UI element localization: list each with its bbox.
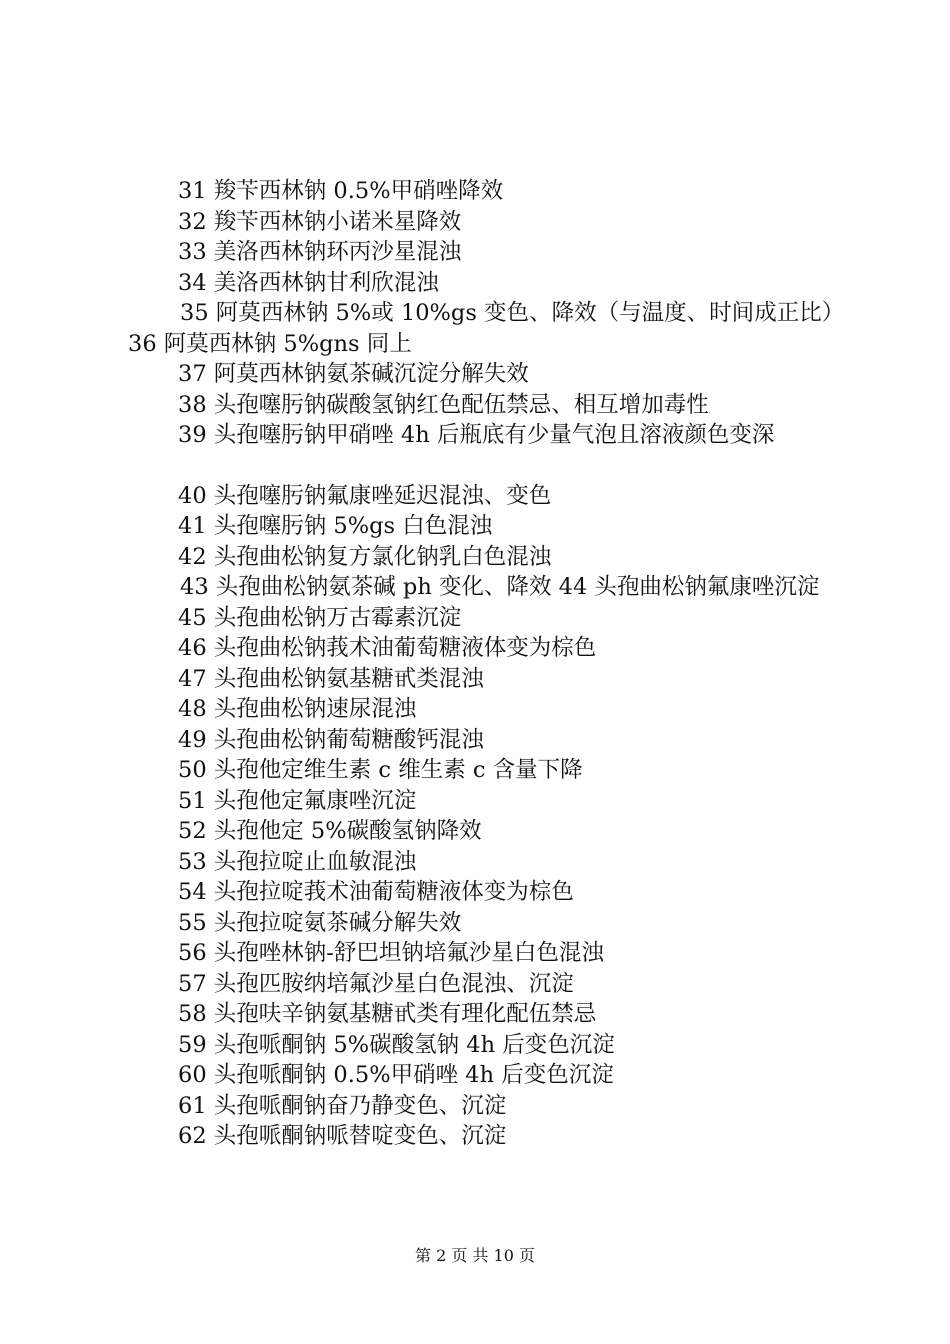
list-item: 45 头孢曲松钠万古霉素沉淀 — [178, 604, 462, 631]
list-item: 37 阿莫西林钠氨茶碱沉淀分解失效 — [178, 361, 529, 387]
list-item: 40 头孢噻肟钠氟康唑延迟混浊、变色 — [178, 482, 552, 509]
spacer — [128, 451, 833, 481]
list-item: 51 头孢他定氟康唑沉淀 — [178, 787, 417, 814]
list-item: 39 头孢噻肟钠甲硝唑 4h 后瓶底有少量气泡且溶液颜色变深 — [178, 422, 775, 448]
list-item: 32 羧苄西林钠小诺米星降效 — [178, 208, 462, 235]
list-item: 58 头孢呋辛钠氨基糖甙类有理化配伍禁忌 — [178, 1001, 597, 1027]
list-item: 56 头孢唑林钠-舒巴坦钠培氟沙星白色混浊 — [178, 940, 604, 966]
document-body — [128, 176, 833, 1152]
list-item: 34 美洛西林钠甘利欣混浊 — [178, 269, 439, 296]
list-item: 33 美洛西林钠环丙沙星混浊 — [178, 239, 462, 265]
list-item: 49 头孢曲松钠葡萄糖酸钙混浊 — [178, 726, 484, 753]
list-item: 53 头孢拉啶止血敏混浊 — [178, 848, 417, 875]
list-item: 42 头孢曲松钠复方氯化钠乳白色混浊 — [178, 543, 552, 570]
list-item: 52 头孢他定 5%碳酸氢钠降效 — [178, 818, 482, 844]
list-item: 43 头孢曲松钠氨茶碱 ph 变化、降效 44 头孢曲松钠氟康唑沉淀 — [180, 574, 820, 600]
list-item: 41 头孢噻肟钠 5%gs 白色混浊 — [178, 513, 493, 539]
page-footer: 第 2 页 共 10 页 — [415, 1246, 535, 1265]
list-item: 59 头孢哌酮钠 5%碳酸氢钠 4h 后变色沉淀 — [178, 1031, 615, 1058]
list-item: 48 头孢曲松钠速尿混浊 — [178, 696, 417, 722]
list-item: 47 头孢曲松钠氨基糖甙类混浊 — [178, 665, 484, 692]
list-item: 35 阿莫西林钠 5%或 10%gs 变色、降效（与温度、时间成正比）36 阿莫西林钠 5%gns 同上 — [128, 300, 833, 357]
list-item: 60 头孢哌酮钠 0.5%甲硝唑 4h 后变色沉淀 — [178, 1062, 614, 1088]
list-item: 57 头孢匹胺纳培氟沙星白色混浊、沉淀 — [178, 970, 574, 997]
list-item: 38 头孢噻肟钠碳酸氢钠红色配伍禁忌、相互增加毒性 — [178, 391, 709, 418]
list-item: 55 头孢拉啶氨茶碱分解失效 — [178, 909, 462, 936]
list-item: 50 头孢他定维生素 c 维生素 c 含量下降 — [178, 757, 583, 783]
list-item: 54 头孢拉啶莪术油葡萄糖液体变为棕色 — [178, 879, 574, 905]
list-item: 61 头孢哌酮钠奋乃静变色、沉淀 — [178, 1092, 507, 1119]
list-item: 62 头孢哌酮钠哌替啶变色、沉淀 — [178, 1123, 507, 1149]
list-item: 31 羧苄西林钠 0.5%甲硝唑降效 — [178, 178, 504, 204]
list-item: 46 头孢曲松钠莪术油葡萄糖液体变为棕色 — [178, 635, 597, 661]
